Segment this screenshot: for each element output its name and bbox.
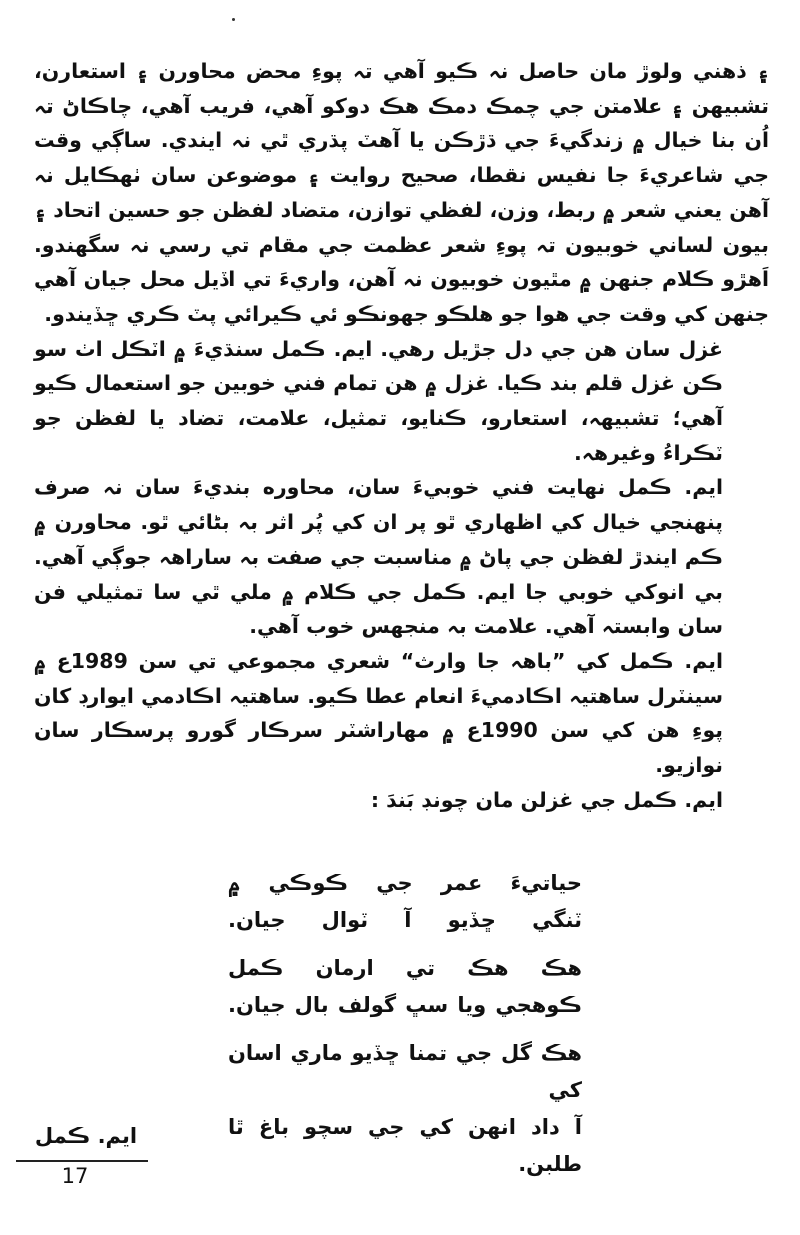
verse-line: هڪ هڪ تي ارمان ڪمل: [228, 956, 582, 980]
paragraph-5-verse-intro: ايم. ڪمل جي غزلن مان چونڊ بَندَ :: [370, 787, 723, 812]
verse-selection: [160, 865, 640, 1194]
stanza-2: [160, 950, 640, 1024]
paragraph-3: ايم. ڪمل نهايت فني خوبيءَ سان، محاوره بنديءَ سان نہ صرف پنهنجي خيال کي اظهاري ٿو پر ان کي پُر اثر بہ بڻائي ٿو. محاورن ۾ ڪم ايندڙ لفظن جي پاڻ ۾ مناسبت جي صفت بہ ساراهہ جوڳي آهي. بي انوکي خوبي جا ايم. ڪمل جي ڪلام ۾ ملي ٿي سا تمثيلي فن سان وابستہ آهي. علامت بہ منجهس خوب آهي.: [34, 475, 723, 639]
paragraph-4: ايم. ڪمل کي ”باهہ جا وارث“ شعري مجموعي تي سن 1989ع ۾ سينٽرل ساهتيہ اڪادميءَ انعام عطا ڪيو. ساهتيہ اڪادمي ايوارڊ کان پوءِ هن کي سن 1990ع ۾ مهاراشٽر سرڪار گورو پرسڪار سان نوازيو.: [34, 648, 723, 778]
verse-line: ٽنگي ڇڏيو آ ٽوال جيان.: [228, 908, 582, 932]
scan-speck: [232, 18, 235, 21]
verse-author-signature: ايم. ڪمل: [34, 1124, 138, 1148]
verse-line: ڪوهجي ويا سڀ گولف بال جيان.: [228, 993, 582, 1017]
verse-line: حياتيءَ عمر جي ڪوڪي ۾: [228, 871, 582, 895]
verse-line: هڪ گل جي تمنا ڇڏيو ماري اسان کي: [228, 1041, 582, 1102]
paragraph-2: غزل سان هن جي دل جڙيل رهي. ايم. ڪمل سنڌيءَ ۾ اٽڪل اٺ سو ڪن غزل قلم بند ڪيا. غزل ۾ هن تمام فني خوبين جو استعمال ڪيو آهي؛ تشبيهہ، استعارو، ڪنايو، تمثيل، علامت، تضاد يا لفظن جو ٽڪراءُ وغيرهہ.: [34, 336, 723, 465]
body-text: [34, 54, 769, 817]
paragraph-1: ۽ ذهني ولوڙ مان حاصل نہ ڪيو آهي تہ پوءِ محض محاورن ۽ استعارن، تشبيهن ۽ علامتن جي چمڪ دمڪ هڪ دوکو آهي، فريب آهي، چاڪاڻ تہ اُن بنا خيال ۾ زندگيءَ جي ڌڙڪن يا آهٽ پڌري ٿي نہ ايندي. ساڳي وقت جي شاعريءَ جا نفيس نقطا، صحيح روايت ۽ موضوعن سان ٺهڪايل نہ آهن يعني شعر ۾ ربط، وزن، لفظي توازن، متضاد لفظن جو حسين اتحاد ۽ بيون لساني خوبيون تہ پوءِ شعر عظمت جي مقام تي رسي نہ سگهندو. اَهڙو ڪلام جنهن ۾ مٿيون خوبيون نہ آهن، واريءَ تي اڏيل محل جيان آهي جنهن کي وقت جي هوا جو هلڪو جهونڪو ئي ڪيرائي پٽ ڪري ڇڏيندو.: [34, 59, 769, 326]
footer-divider: [16, 1160, 148, 1162]
stanza-3: [160, 1035, 640, 1183]
verse-line: آ داد انهن کي جي سچو باغ ٿا طلبن.: [228, 1115, 582, 1176]
page-number: 17: [61, 1164, 89, 1188]
stanza-1: [160, 865, 640, 939]
